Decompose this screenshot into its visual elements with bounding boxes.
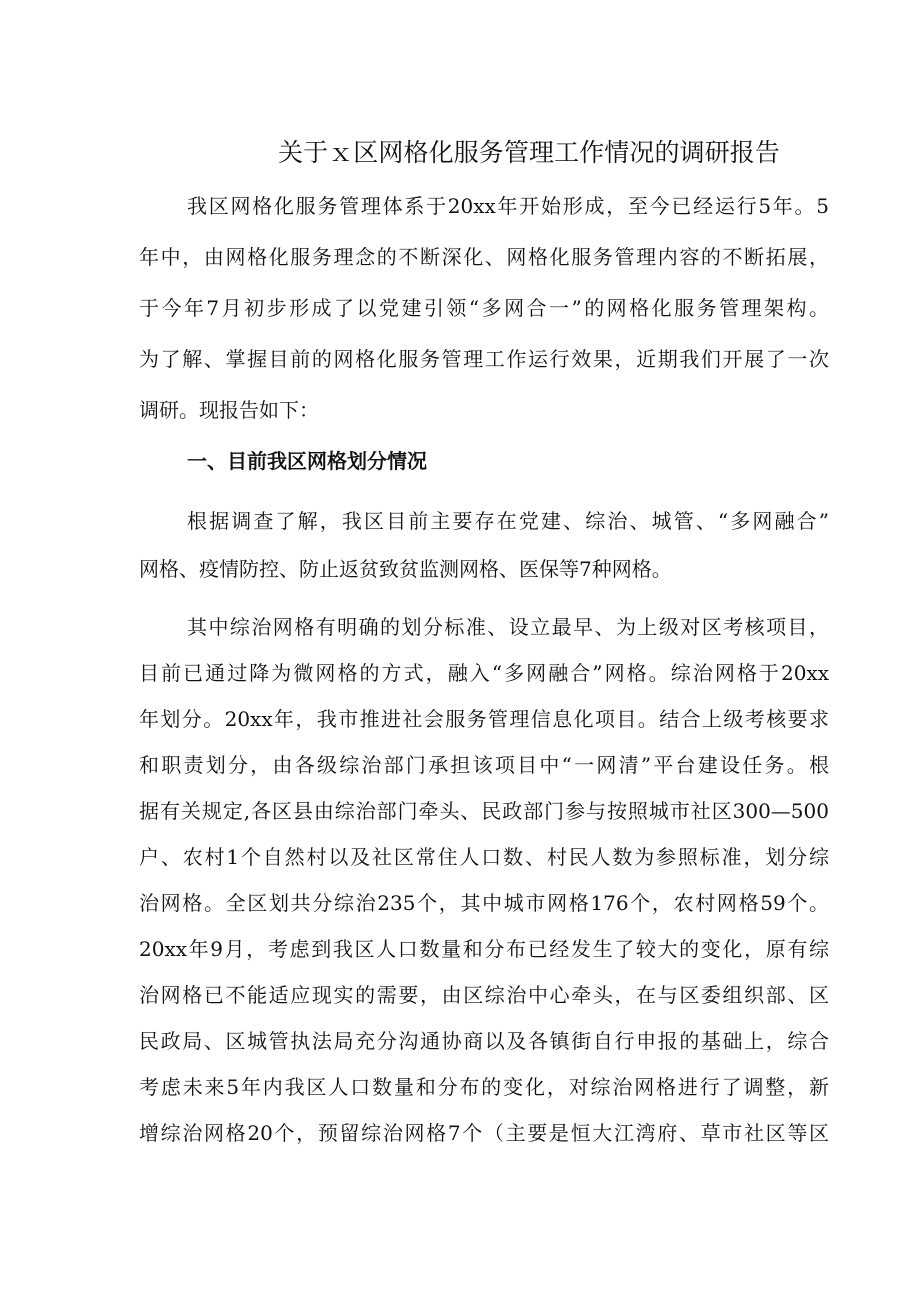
document-title: 关于ｘ区网格化服务管理工作情况的调研报告 xyxy=(278,138,781,167)
paragraph-line: 于今年7月初步形成了以党建引领“多网合一”的网格化服务管理架构。 xyxy=(139,296,829,320)
paragraph-line: 年划分。20xx年，我市推进社会服务管理信息化项目。结合上级考核要求 xyxy=(139,707,829,731)
paragraph-line: 治网格。全区划共分综治235个，其中城市网格176个，农村网格59个。 xyxy=(139,891,829,915)
paragraph-line: 目前已通过降为微网格的方式，融入“多网融合”网格。综治网格于20xx xyxy=(139,661,829,685)
paragraph-line: 民政局、区城管执法局充分沟通协商以及各镇街自行申报的基础上，综合 xyxy=(139,1029,829,1053)
paragraph-line: 增综治网格20个，预留综治网格7个（主要是恒大江湾府、草市社区等区 xyxy=(139,1121,829,1145)
paragraph-line: 考虑未来5年内我区人口数量和分布的变化，对综治网格进行了调整，新 xyxy=(139,1075,829,1099)
paragraph-line: 我区网格化服务管理体系于20xx年开始形成，至今已经运行5年。5 xyxy=(187,194,829,218)
paragraph-line: 据有关规定,各区县由综治部门牵头、民政部门参与按照城市社区300—500 xyxy=(139,799,829,823)
paragraph-line: 其中综治网格有明确的划分标准、设立最早、为上级对区考核项目， xyxy=(187,615,829,639)
paragraph-line: 户、农村1个自然村以及社区常住人口数、村民人数为参照标准，划分综 xyxy=(139,845,829,869)
paragraph-line: 根据调查了解，我区目前主要存在党建、综治、城管、“多网融合” xyxy=(187,509,829,533)
paragraph-line: 治网格已不能适应现实的需要，由区综治中心牵头，在与区委组织部、区 xyxy=(139,983,829,1007)
paragraph-line: 和职责划分，由各级综治部门承担该项目中“一网清”平台建设任务。根 xyxy=(139,753,829,777)
paragraph-line: 网格、疫情防控、防止返贫致贫监测网格、医保等7种网格。 xyxy=(139,557,672,581)
paragraph-line: 年中，由网格化服务理念的不断深化、网格化服务管理内容的不断拓展， xyxy=(139,245,829,269)
paragraph-line: 为了解、掌握目前的网格化服务管理工作运行效果，近期我们开展了一次 xyxy=(139,347,829,371)
section-heading: 一、目前我区网格划分情况 xyxy=(187,449,427,473)
paragraph-line: 20xx年9月，考虑到我区人口数量和分布已经发生了较大的变化，原有综 xyxy=(139,937,829,961)
paragraph-line: 调研。现报告如下： xyxy=(139,398,319,422)
